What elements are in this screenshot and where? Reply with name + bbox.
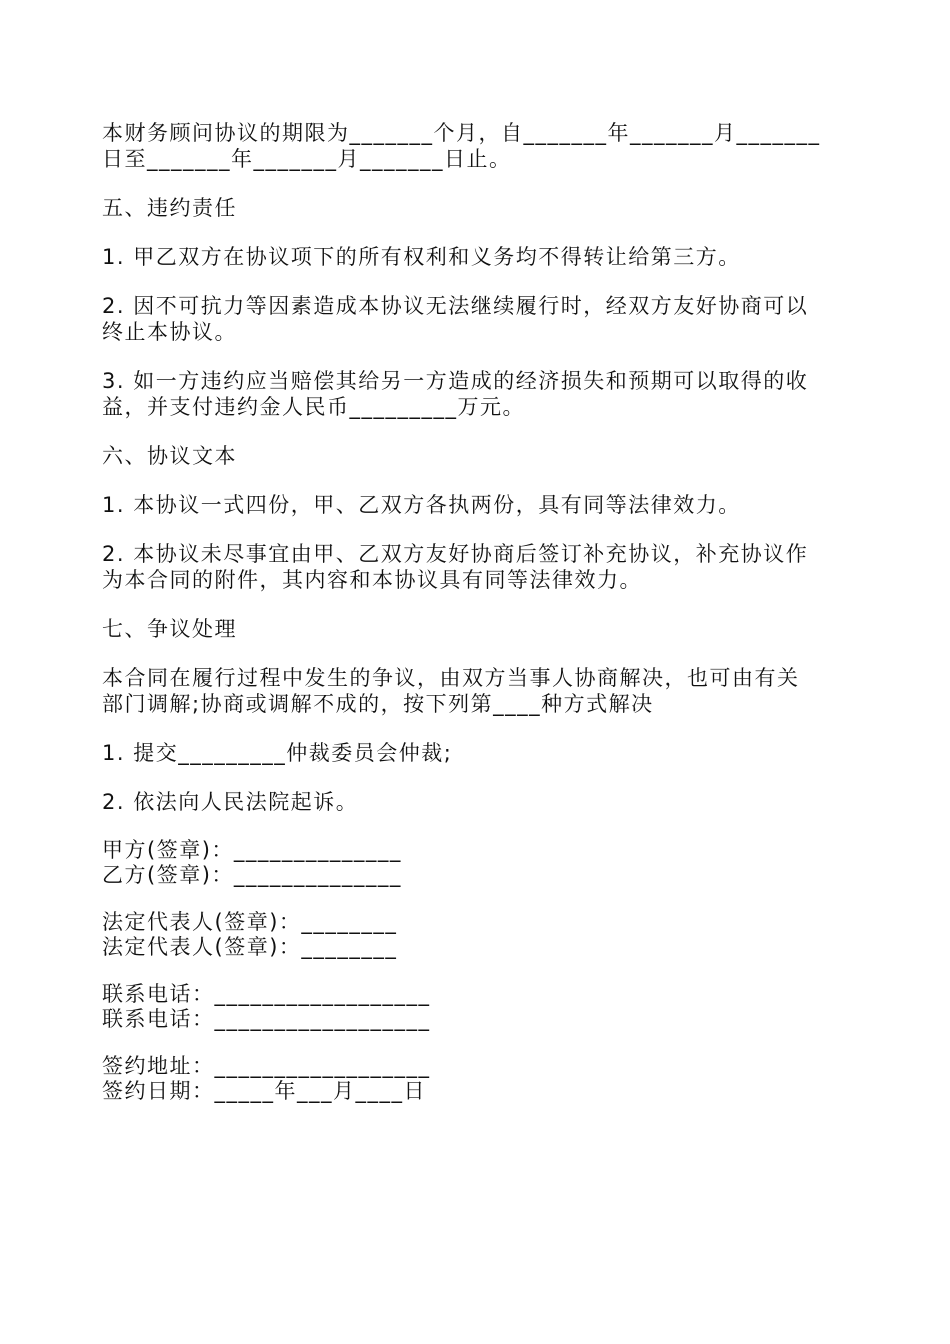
- section-7-heading: 七、争议处理: [102, 617, 237, 641]
- signing-address: 签约地址：__________________: [102, 1054, 431, 1078]
- term-paragraph: [102, 120, 852, 172]
- section-7-intro-line-1: 本合同在履行过程中发生的争议，由双方当事人协商解决，也可由有关: [102, 666, 800, 690]
- rep-a-signature: 法定代表人(签章)：________: [102, 910, 398, 934]
- party-a-signature: 甲方(签章)：______________: [102, 838, 402, 862]
- section-7-intro: [102, 665, 852, 717]
- phone-block: [102, 982, 852, 1032]
- address-date-block: [102, 1054, 852, 1104]
- section-6-item-1: 1. 本协议一式四份，甲、乙双方各执两份，具有同等法律效力。: [102, 493, 741, 517]
- section-5-item-2-line-2: 终止本协议。: [102, 320, 237, 344]
- signing-date: 签约日期：_____年___月____日: [102, 1079, 426, 1103]
- section-5-item-2-line-1: 2. 因不可抗力等因素造成本协议无法继续履行时，经双方友好协商可以: [102, 294, 809, 318]
- section-6-heading: 六、协议文本: [102, 444, 237, 468]
- section-5-item-3: [102, 368, 852, 420]
- term-line-2: 日至_______年_______月_______日止。: [102, 147, 512, 171]
- phone-a: 联系电话：__________________: [102, 982, 431, 1006]
- section-6-item-2: [102, 541, 852, 593]
- section-5-item-3-line-2: 益，并支付违约金人民币_________万元。: [102, 395, 525, 419]
- phone-b: 联系电话：__________________: [102, 1007, 431, 1031]
- section-7-intro-line-2: 部门调解;协商或调解不成的，按下列第____种方式解决: [102, 692, 654, 716]
- section-5-heading: 五、违约责任: [102, 196, 237, 220]
- term-line-1: 本财务顾问协议的期限为_______个月，自_______年_______月_______: [102, 121, 821, 145]
- section-7-item-1: 1. 提交_________仲裁委员会仲裁;: [102, 741, 453, 765]
- section-7-item-2: 2. 依法向人民法院起诉。: [102, 790, 359, 814]
- section-6-item-2-line-2: 为本合同的附件，其内容和本协议具有同等法律效力。: [102, 568, 642, 592]
- section-6-item-2-line-1: 2. 本协议未尽事宜由甲、乙双方友好协商后签订补充协议，补充协议作: [102, 542, 809, 566]
- representative-signature-block: [102, 910, 852, 960]
- rep-b-signature: 法定代表人(签章)：________: [102, 935, 398, 959]
- document-page: [102, 120, 852, 1126]
- section-5-item-3-line-1: 3. 如一方违约应当赔偿其给另一方造成的经济损失和预期可以取得的收: [102, 369, 809, 393]
- section-5-item-1: 1. 甲乙双方在协议项下的所有权利和义务均不得转让给第三方。: [102, 245, 741, 269]
- party-b-signature: 乙方(签章)：______________: [102, 863, 402, 887]
- party-signature-block: [102, 838, 852, 888]
- section-5-item-2: [102, 293, 852, 345]
